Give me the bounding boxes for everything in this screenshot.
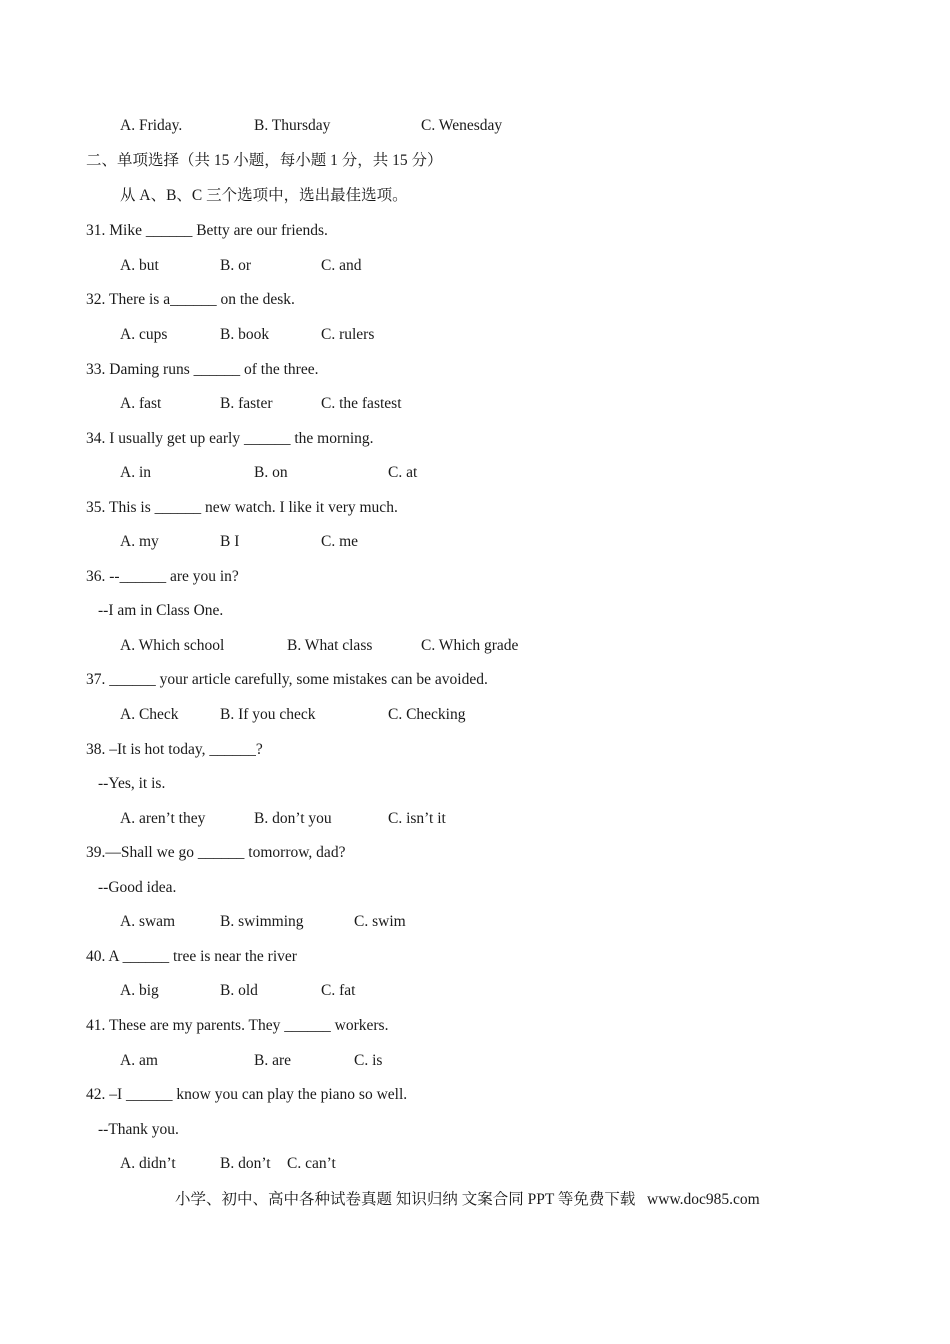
question-32-stem: 32. There is a______ on the desk.	[86, 291, 295, 308]
question-38-reply: --Yes, it is.	[98, 775, 166, 792]
question-42-stem: 42. –I ______ know you can play the piano so well.	[86, 1086, 408, 1103]
question-39-reply: --Good idea.	[98, 879, 177, 896]
q32-option-b: B. book	[220, 326, 270, 343]
question-36-reply: --I am in Class One.	[98, 602, 224, 619]
question-39-stem: 39.—Shall we go ______ tomorrow, dad?	[86, 844, 346, 861]
q40-option-c: C. fat	[321, 982, 356, 999]
question-34-stem: 34. I usually get up early ______ the morning.	[86, 430, 374, 447]
question-36-stem: 36. --______ are you in?	[86, 568, 239, 585]
q40-option-b: B. old	[220, 982, 258, 999]
question-38-stem: 38. –It is hot today, ______?	[86, 741, 263, 758]
q33-option-b: B. faster	[220, 395, 273, 412]
q35-option-c: C. me	[321, 533, 359, 550]
question-42-reply: --Thank you.	[98, 1121, 179, 1138]
q38-option-c: C. isn’t it	[388, 810, 446, 827]
q41-option-b: B. are	[254, 1052, 292, 1069]
q38-option-b: B. don’t you	[254, 810, 332, 827]
section-heading: 二、单项选择（共 15 小题，每小题 1 分，共 15 分）	[86, 152, 443, 169]
section-instruction: 从 A、B、C 三个选项中，选出最佳选项。	[120, 187, 408, 204]
q42-option-b: B. don’t	[220, 1155, 271, 1172]
q37-option-b: B. If you check	[220, 706, 316, 723]
option-c: C. Wenesday	[421, 117, 503, 134]
q36-option-a: A. Which school	[120, 637, 225, 654]
q31-option-a: A. but	[120, 257, 159, 274]
q36-option-b: B. What class	[287, 637, 373, 654]
q39-option-a: A. swam	[120, 913, 176, 930]
question-41-stem: 41. These are my parents. They ______ workers.	[86, 1017, 389, 1034]
question-37-stem: 37. ______ your article carefully, some mistakes can be avoided.	[86, 671, 488, 688]
option-b: B. Thursday	[254, 117, 331, 134]
q33-option-c: C. the fastest	[321, 395, 402, 412]
q35-option-a: A. my	[120, 533, 159, 550]
q34-option-a: A. in	[120, 464, 151, 481]
question-40-stem: 40. A ______ tree is near the river	[86, 948, 297, 965]
q33-option-a: A. fast	[120, 395, 162, 412]
q42-option-c: C. can’t	[287, 1155, 336, 1172]
question-31-stem: 31. Mike ______ Betty are our friends.	[86, 222, 328, 239]
q36-option-c: C. Which grade	[421, 637, 519, 654]
q42-option-a: A. didn’t	[120, 1155, 176, 1172]
option-a: A. Friday.	[120, 117, 183, 134]
q32-option-a: A. cups	[120, 326, 168, 343]
q40-option-a: A. big	[120, 982, 159, 999]
q39-option-b: B. swimming	[220, 913, 304, 930]
q34-option-b: B. on	[254, 464, 288, 481]
page-footer: 小学、初中、高中各种试卷真题 知识归纳 文案合同 PPT 等免费下载 www.doc985.com	[175, 1191, 760, 1208]
q41-option-c: C. is	[354, 1052, 383, 1069]
q35-option-b: B I	[220, 533, 240, 550]
q38-option-a: A. aren’t they	[120, 810, 206, 827]
q31-option-c: C. and	[321, 257, 362, 274]
question-35-stem: 35. This is ______ new watch. I like it very much.	[86, 499, 398, 516]
q37-option-a: A. Check	[120, 706, 179, 723]
q37-option-c: C. Checking	[388, 706, 466, 723]
q31-option-b: B. or	[220, 257, 251, 274]
q34-option-c: C. at	[388, 464, 418, 481]
q39-option-c: C. swim	[354, 913, 406, 930]
q32-option-c: C. rulers	[321, 326, 375, 343]
question-33-stem: 33. Daming runs ______ of the three.	[86, 361, 319, 378]
q41-option-a: A. am	[120, 1052, 158, 1069]
